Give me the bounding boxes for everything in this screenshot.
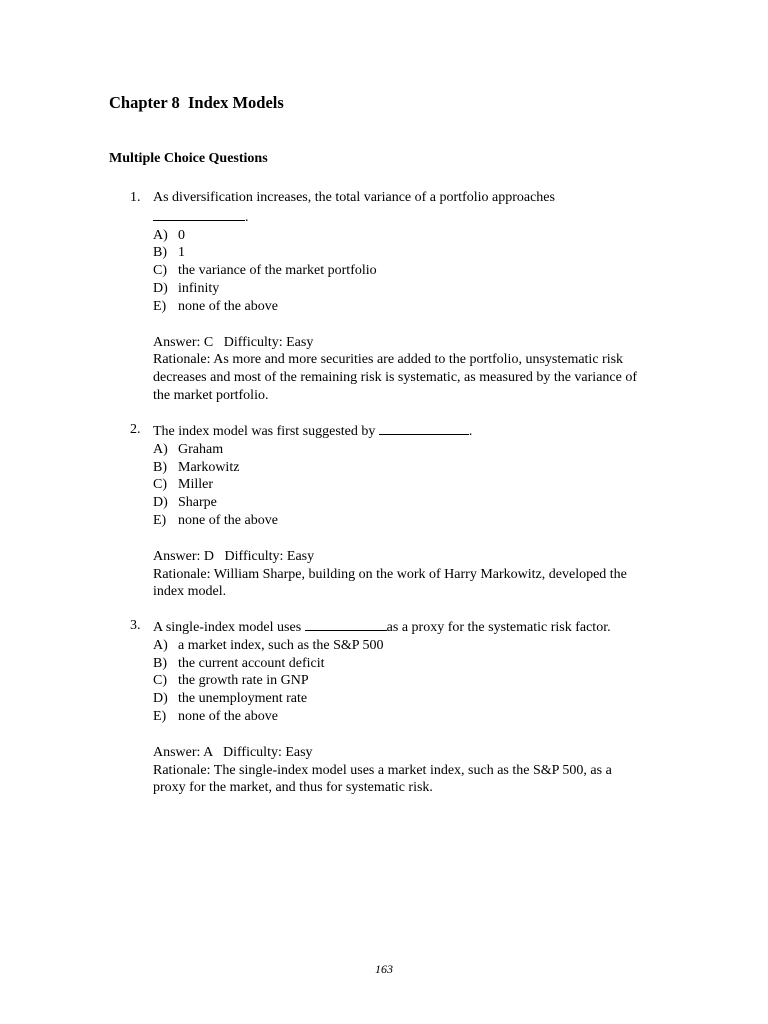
answer-line: Answer: C Difficulty: Easy: [153, 334, 314, 350]
rationale-line: Rationale: The single-index model uses a market index, such as the S&P 500, as a: [153, 762, 612, 778]
option-letter: C): [153, 477, 167, 493]
chapter-title: Chapter 8 Index Models: [109, 93, 284, 112]
question-text-end: as a proxy for the systematic risk factor.: [386, 620, 611, 635]
option-text: the current account deficit: [178, 655, 325, 671]
question-body: [153, 617, 693, 797]
question-text-end: .: [245, 209, 249, 225]
page-number: 163: [375, 962, 393, 976]
option-c: [153, 672, 693, 690]
question-text-start: A single-index model uses: [153, 620, 305, 635]
option-text: the growth rate in GNP: [178, 673, 309, 689]
question-number: 3.: [130, 618, 141, 633]
option-letter: A): [153, 441, 168, 457]
option-text: Graham: [178, 441, 224, 457]
option-letter: E): [153, 298, 167, 314]
option-e: [153, 298, 693, 316]
question-number: 1.: [130, 190, 141, 205]
option-text: Miller: [178, 477, 213, 493]
option-text: none of the above: [178, 708, 278, 724]
option-text: the variance of the market portfolio: [178, 263, 377, 279]
option-a: [153, 227, 693, 245]
answer-blank: [153, 207, 245, 221]
question-text-end: .: [468, 424, 473, 439]
option-letter: C): [153, 263, 167, 279]
option-letter: B): [153, 245, 167, 261]
question-number: 2.: [130, 422, 141, 437]
option-d: [153, 494, 693, 512]
answer-blank: [305, 617, 387, 631]
option-e: [153, 512, 693, 530]
question-text: [153, 617, 693, 637]
rationale-line: Rationale: As more and more securities are added to the portfolio, unsystematic risk: [153, 352, 624, 368]
option-letter: B): [153, 655, 167, 671]
option-text: Sharpe: [178, 495, 217, 511]
option-d: [153, 690, 693, 708]
option-b: [153, 655, 693, 673]
option-text: none of the above: [178, 298, 278, 314]
section-title: Multiple Choice Questions: [109, 151, 268, 166]
rationale-line: the market portfolio.: [153, 387, 269, 403]
answer-line: Answer: A Difficulty: Easy: [153, 744, 313, 760]
question-body: [153, 421, 693, 601]
option-text: 0: [178, 227, 185, 243]
option-letter: B): [153, 459, 167, 475]
answer-line: Answer: D Difficulty: Easy: [153, 548, 315, 564]
option-letter: D): [153, 691, 168, 707]
option-a: [153, 441, 693, 459]
question-body: [153, 189, 693, 405]
rationale-line: decreases and most of the remaining risk is systematic, as measured by the variance of: [153, 370, 638, 386]
option-text: 1: [178, 245, 185, 261]
option-letter: E): [153, 708, 167, 724]
option-text: none of the above: [178, 512, 278, 528]
option-e: [153, 708, 693, 726]
option-letter: A): [153, 227, 168, 243]
option-c: [153, 262, 693, 280]
option-c: [153, 476, 693, 494]
option-text: a market index, such as the S&P 500: [178, 637, 384, 653]
option-text: infinity: [178, 280, 220, 296]
option-a: [153, 637, 693, 655]
question-text: As diversification increases, the total variance of a portfolio approaches: [153, 190, 555, 205]
option-text: Markowitz: [178, 459, 240, 475]
answer-blank: [379, 421, 469, 435]
option-letter: A): [153, 637, 168, 653]
rationale-line: Rationale: William Sharpe, building on the work of Harry Markowitz, developed the: [153, 566, 627, 582]
question-text-continued: [153, 207, 693, 227]
question-text: [153, 421, 693, 441]
rationale-line: index model.: [153, 584, 227, 600]
option-d: [153, 280, 693, 298]
option-letter: D): [153, 495, 168, 511]
option-text: the unemployment rate: [178, 691, 308, 707]
option-letter: C): [153, 673, 167, 689]
question-text-start: The index model was first suggested by: [153, 424, 379, 439]
option-b: [153, 244, 693, 262]
option-letter: D): [153, 280, 168, 296]
rationale-line: proxy for the market, and thus for systematic risk.: [153, 780, 433, 796]
option-letter: E): [153, 512, 167, 528]
option-b: [153, 459, 693, 477]
